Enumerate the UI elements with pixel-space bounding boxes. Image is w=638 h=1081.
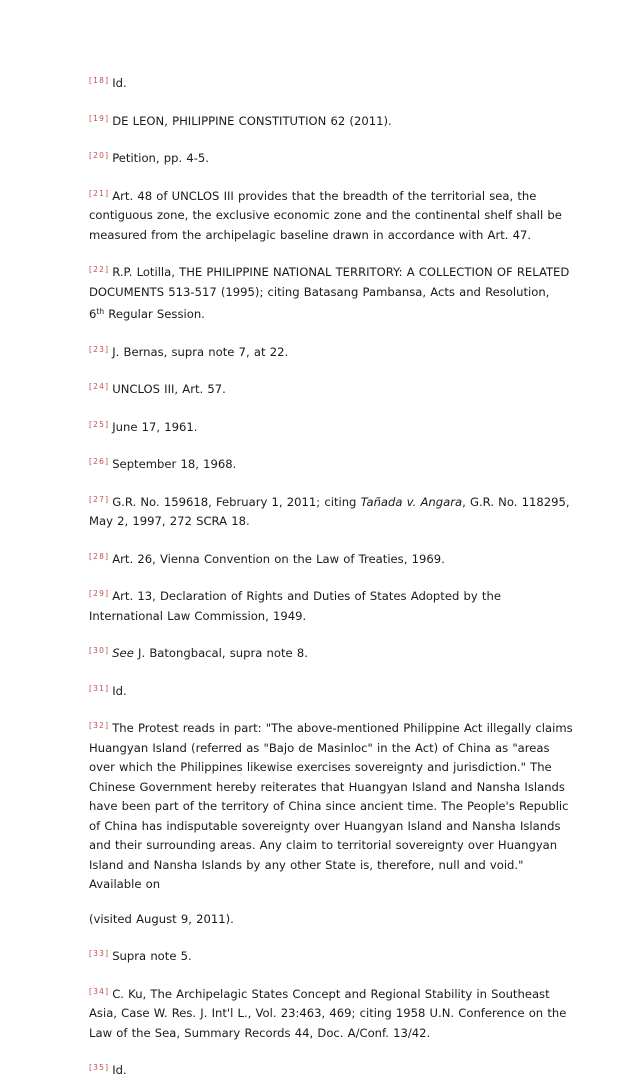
- footnote-ref[interactable]: [28]: [89, 551, 110, 561]
- footnote-ref[interactable]: [35]: [89, 1063, 110, 1072]
- footnote-text-cont: Regular Session.: [104, 307, 205, 321]
- footnote-32: [89, 716, 574, 895]
- footnote-24: [89, 377, 574, 400]
- footnote-32-continued: [89, 910, 574, 930]
- footnote-20: [89, 146, 574, 169]
- footnote-text: Petition, pp. 4-5.: [112, 151, 209, 165]
- footnote-30: [89, 641, 574, 664]
- footnote-text: Art. 26, Vienna Convention on the Law of Treaties, 1969.: [112, 551, 445, 566]
- footnote-ref[interactable]: [19]: [89, 113, 110, 123]
- footnote-ref[interactable]: [21]: [89, 188, 110, 198]
- footnote-text: UNCLOS III, Art. 57.: [112, 382, 226, 396]
- footnote-27: [89, 490, 574, 532]
- footnote-31: [89, 679, 574, 702]
- footnote-text: C. Ku, The Archipelagic States Concept and Regional Stability in Southeast Asia, Case W. Res. J. Int'l L., Vol. 23:463, 469; citing 1958 U.N. Conference on the Law of the Sea, Summary Records 44, Doc. A/Conf. 13/42.: [89, 986, 567, 1040]
- footnote-22: [89, 260, 574, 325]
- footnote-text: J. Bernas, supra note 7, at 22.: [112, 344, 289, 359]
- footnote-ref[interactable]: [22]: [89, 265, 110, 274]
- footnote-28: [89, 547, 574, 570]
- footnote-25: [89, 415, 574, 438]
- footnote-text: R.P. Lotilla, THE PHILIPPINE NATIONAL TERRITORY: A COLLECTION OF RELATED DOCUMENTS 513-517 (1995); citing Batasang Pambansa, Acts and Resolution,: [89, 265, 570, 299]
- footnote-text: The Protest reads in part: "The above-mentioned Philippine Act illegally claims Huangyan Island (referred as "Bajo de Masinloc" in the Act) of China as "areas over which the Philippines likewise exercises sovereignty and jurisdiction." The Chinese Government hereby reiterates that Huangyan Island and Nansha Islands have been part of the territory of China since ancient time. The People's Republic of China has indisputable sovereignty over Huangyan Island and Nansha Islands and their surrounding areas. Any claim to territorial sovereignty over Huangyan Island and Nansha Islands by any other State is, therefore, null and void." Available on: [89, 721, 573, 891]
- footnote-ref[interactable]: [27]: [89, 494, 110, 504]
- footnote-ordinal-suffix: th: [96, 307, 105, 316]
- footnote-ref[interactable]: [29]: [89, 589, 110, 598]
- footnotes-page: [89, 71, 574, 1081]
- footnote-text: G.R. No. 159618, February 1, 2011; citing: [112, 494, 361, 509]
- footnote-19: [89, 109, 574, 132]
- footnote-ref[interactable]: [23]: [89, 344, 110, 354]
- footnote-ref[interactable]: [18]: [89, 76, 110, 85]
- footnote-text: Id.: [112, 76, 127, 90]
- footnote-ref[interactable]: [32]: [89, 721, 110, 730]
- footnote-ref[interactable]: [24]: [89, 382, 110, 391]
- signal-word: See: [112, 646, 134, 660]
- footnote-ref[interactable]: [25]: [89, 419, 110, 429]
- footnote-text: September 18, 1968.: [112, 457, 237, 471]
- footnote-text: June 17, 1961.: [112, 419, 198, 434]
- footnote-ref[interactable]: [34]: [89, 986, 110, 996]
- footnote-35: [89, 1058, 574, 1081]
- footnote-text-cont: , G.R. No. 118295, May 2, 1997, 272 SCRA 18.: [89, 494, 570, 528]
- case-name: Tañada v. Angara: [360, 494, 463, 509]
- footnote-ordinal: 6: [89, 307, 97, 321]
- footnote-text: (visited August 9, 2011).: [89, 911, 234, 926]
- footnote-ref[interactable]: [20]: [89, 151, 110, 160]
- footnote-18: [89, 71, 574, 94]
- footnote-ref[interactable]: [31]: [89, 683, 110, 693]
- footnote-text: Supra note 5.: [112, 949, 192, 963]
- footnote-33: [89, 944, 574, 967]
- footnote-ref[interactable]: [33]: [89, 949, 110, 958]
- footnote-text: Art. 48 of UNCLOS III provides that the breadth of the territorial sea, the contiguous zone, the exclusive economic zone and the continental shelf shall be measured from the archipelagic baseline drawn in accordance with Art. 47.: [89, 188, 562, 242]
- footnote-ref[interactable]: [30]: [89, 646, 110, 655]
- footnote-text: J. Batongbacal, supra note 8.: [133, 646, 308, 660]
- footnote-26: [89, 452, 574, 475]
- footnote-text: Art. 13, Declaration of Rights and Duties of States Adopted by the International Law Commission, 1949.: [89, 589, 501, 623]
- footnote-text: DE LEON, PHILIPPINE CONSTITUTION 62 (2011).: [112, 113, 392, 128]
- footnote-34: [89, 982, 574, 1044]
- footnote-23: [89, 340, 574, 363]
- footnote-21: [89, 184, 574, 246]
- footnote-text: Id.: [112, 683, 127, 698]
- footnote-text: Id.: [112, 1063, 127, 1077]
- footnote-ref[interactable]: [26]: [89, 457, 110, 466]
- footnote-29: [89, 584, 574, 626]
